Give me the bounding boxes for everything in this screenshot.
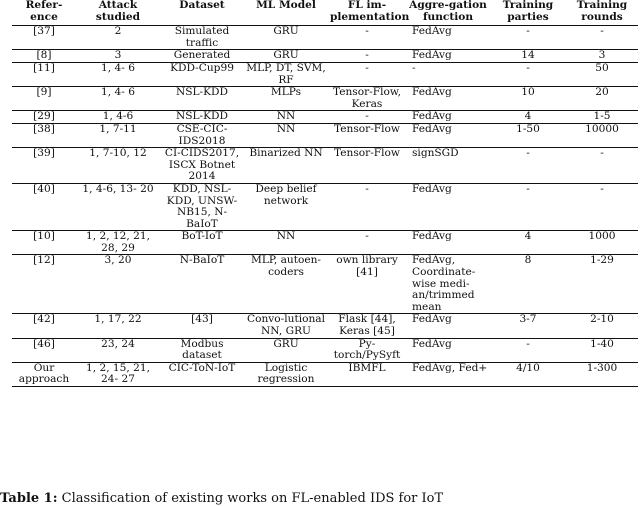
table-cell: [12] xyxy=(33,254,55,267)
table-body xyxy=(12,26,638,387)
table-row xyxy=(12,87,638,111)
table-cell: own library [41] xyxy=(336,254,398,279)
table-cell: 1, 7-11 xyxy=(99,122,137,135)
table-cell: 1, 4-6, 13- 20 xyxy=(82,182,154,195)
table-cell: FedAvg xyxy=(412,182,452,195)
table-cell: 1, 7-10, 12 xyxy=(89,147,147,160)
table-cell: - xyxy=(600,25,604,38)
table-cell: - xyxy=(526,61,530,74)
table-cell: 1, 4- 6 xyxy=(101,61,135,74)
table-cell: 3, 20 xyxy=(104,254,132,267)
table-cell: [39] xyxy=(33,147,55,160)
table-cell: [40] xyxy=(33,182,55,195)
table-cell: 23, 24 xyxy=(101,337,135,350)
table-cell: [46] xyxy=(33,337,55,350)
table-cell: 3 xyxy=(598,49,606,62)
table-row xyxy=(12,123,638,147)
table-cell: FedAvg xyxy=(412,86,452,99)
table-cell: 50 xyxy=(595,61,609,74)
table-cell: FedAvg xyxy=(412,49,452,62)
column-header: FL im-plementation xyxy=(330,0,410,23)
table-cell: FedAvg xyxy=(412,122,452,135)
table-cell: GRU xyxy=(273,49,299,62)
table-cell: NN xyxy=(276,110,296,123)
table-cell: MLP, autoen-coders xyxy=(250,254,322,279)
comparison-table xyxy=(12,0,638,387)
table-cell: N-BaIoT xyxy=(179,254,225,267)
table-cell: Convo-lutional NN, GRU xyxy=(246,313,325,338)
table-row xyxy=(12,362,638,386)
table-cell: 20 xyxy=(595,86,609,99)
table-cell: Py-torch/PySyft xyxy=(333,337,401,362)
table-cell: NSL-KDD xyxy=(175,110,229,123)
table-cell: Modbus dataset xyxy=(180,337,224,362)
table-cell: [43] xyxy=(191,313,213,326)
table-cell: 4 xyxy=(524,230,532,243)
table-cell: signSGD xyxy=(412,147,459,160)
table-cell: GRU xyxy=(273,337,299,350)
table-cell: Tensor-Flow xyxy=(334,147,400,160)
table-cell: [37] xyxy=(33,25,55,38)
table-cell: 3 xyxy=(114,49,122,62)
table-cell: FedAvg xyxy=(412,313,452,326)
table-cell: Simulated traffic xyxy=(174,25,230,49)
table-cell: 1000 xyxy=(588,230,616,243)
header-row xyxy=(12,0,638,26)
table-cell: MLP, DT, SVM, RF xyxy=(246,61,326,86)
table-cell: Our approach xyxy=(18,361,70,386)
table-cell: Binarized NN xyxy=(249,147,323,160)
column-header: ML Model xyxy=(256,0,316,11)
table-cell: 4 xyxy=(524,110,532,123)
table-cell: FedAvg, Coordinate-wise medi-an/trimmed mean xyxy=(412,254,476,313)
table-cell: 8 xyxy=(524,254,532,267)
table-cell: 1-40 xyxy=(590,337,614,350)
caption-text: Classification of existing works on FL-enabled IDS for IoT xyxy=(61,491,444,506)
table-cell: MLPs xyxy=(270,86,302,99)
table-cell: 3-7 xyxy=(519,313,537,326)
table-cell: 1, 4-6 xyxy=(102,110,134,123)
table-cell: 1, 4- 6 xyxy=(101,86,135,99)
table-cell: [11] xyxy=(33,61,55,74)
table-cell: 1-5 xyxy=(593,110,611,123)
table-cell: - xyxy=(412,61,416,74)
table-cell: CI-CIDS2017, ISCX Botnet 2014 xyxy=(164,147,240,183)
table-cell: 14 xyxy=(521,49,535,62)
table-cell: KDD, NSL-KDD, UNSW-NB15, N-BaIoT xyxy=(166,182,238,230)
table-cell: - xyxy=(365,182,369,195)
table-cell: - xyxy=(526,337,530,350)
table-cell: - xyxy=(600,182,604,195)
table-row xyxy=(12,231,638,255)
table-cell: 10 xyxy=(521,86,535,99)
table-cell: Tensor-Flow, Keras xyxy=(332,86,402,110)
table-cell: 4/10 xyxy=(516,361,540,374)
table-cell: [29] xyxy=(33,110,55,123)
column-header: Refer-ence xyxy=(25,0,63,23)
caption-label: Table 1: xyxy=(0,491,58,506)
table-cell: Generated xyxy=(173,49,231,62)
table-cell: 1-300 xyxy=(586,361,618,374)
table-cell: 2-10 xyxy=(590,313,614,326)
table-cell: - xyxy=(365,49,369,62)
table-cell: KDD-Cup99 xyxy=(170,61,234,74)
table-cell: [10] xyxy=(33,230,55,243)
table-row xyxy=(12,50,638,63)
table-cell: Tensor-Flow xyxy=(334,122,400,135)
table-cell: - xyxy=(526,25,530,38)
table-cell: NN xyxy=(276,230,296,243)
table-cell: NN xyxy=(276,122,296,135)
table-cell: NSL-KDD xyxy=(175,86,229,99)
table-caption xyxy=(0,491,640,506)
table-cell: - xyxy=(365,61,369,74)
table-cell: Deep belief network xyxy=(255,182,317,207)
column-header: Training rounds xyxy=(576,0,628,23)
table-cell: [42] xyxy=(33,313,55,326)
table-cell: GRU xyxy=(273,25,299,38)
table-cell: [38] xyxy=(33,122,55,135)
table-row xyxy=(12,62,638,86)
table-cell: 1-29 xyxy=(590,254,614,267)
column-header: Training parties xyxy=(502,0,554,23)
column-header: Aggre-gation function xyxy=(409,0,487,23)
table-cell: FedAvg xyxy=(412,337,452,350)
table-cell: - xyxy=(365,110,369,123)
table-cell: FedAvg xyxy=(412,230,452,243)
table-row xyxy=(12,255,638,314)
table-row xyxy=(12,314,638,338)
table-cell: 10000 xyxy=(585,122,619,135)
table-cell: [9] xyxy=(36,86,52,99)
table-row xyxy=(12,111,638,124)
table-row xyxy=(12,183,638,230)
table-cell: 1-50 xyxy=(516,122,540,135)
column-header: Dataset xyxy=(179,0,225,11)
table-cell: - xyxy=(365,25,369,38)
table-cell: IBMFL xyxy=(348,361,386,374)
table-cell: FedAvg xyxy=(412,110,452,123)
table-cell: 2 xyxy=(114,25,122,38)
table-cell: - xyxy=(526,182,530,195)
table-cell: 1, 2, 15, 21, 24- 27 xyxy=(85,361,150,386)
table-cell: - xyxy=(365,230,369,243)
table-cell: 1, 17, 22 xyxy=(94,313,142,326)
table-cell: CSE-CIC-IDS2018 xyxy=(176,122,228,147)
table-cell: Logistic regression xyxy=(257,361,315,386)
table-cell: FedAvg xyxy=(412,25,452,38)
table-cell: BoT-IoT xyxy=(181,230,223,243)
table-cell: CIC-ToN-IoT xyxy=(168,361,236,374)
table-cell: 1, 2, 12, 21, 28, 29 xyxy=(85,230,150,254)
table-cell: FedAvg, Fed+ xyxy=(412,361,488,374)
table-cell: [8] xyxy=(36,49,52,62)
table-cell: - xyxy=(526,147,530,160)
table-row xyxy=(12,338,638,362)
table-cell: Flask [44], Keras [45] xyxy=(338,313,396,338)
table-row xyxy=(12,148,638,184)
table-row xyxy=(12,26,638,50)
table-cell: - xyxy=(600,147,604,160)
column-header: Attack studied xyxy=(95,0,141,23)
